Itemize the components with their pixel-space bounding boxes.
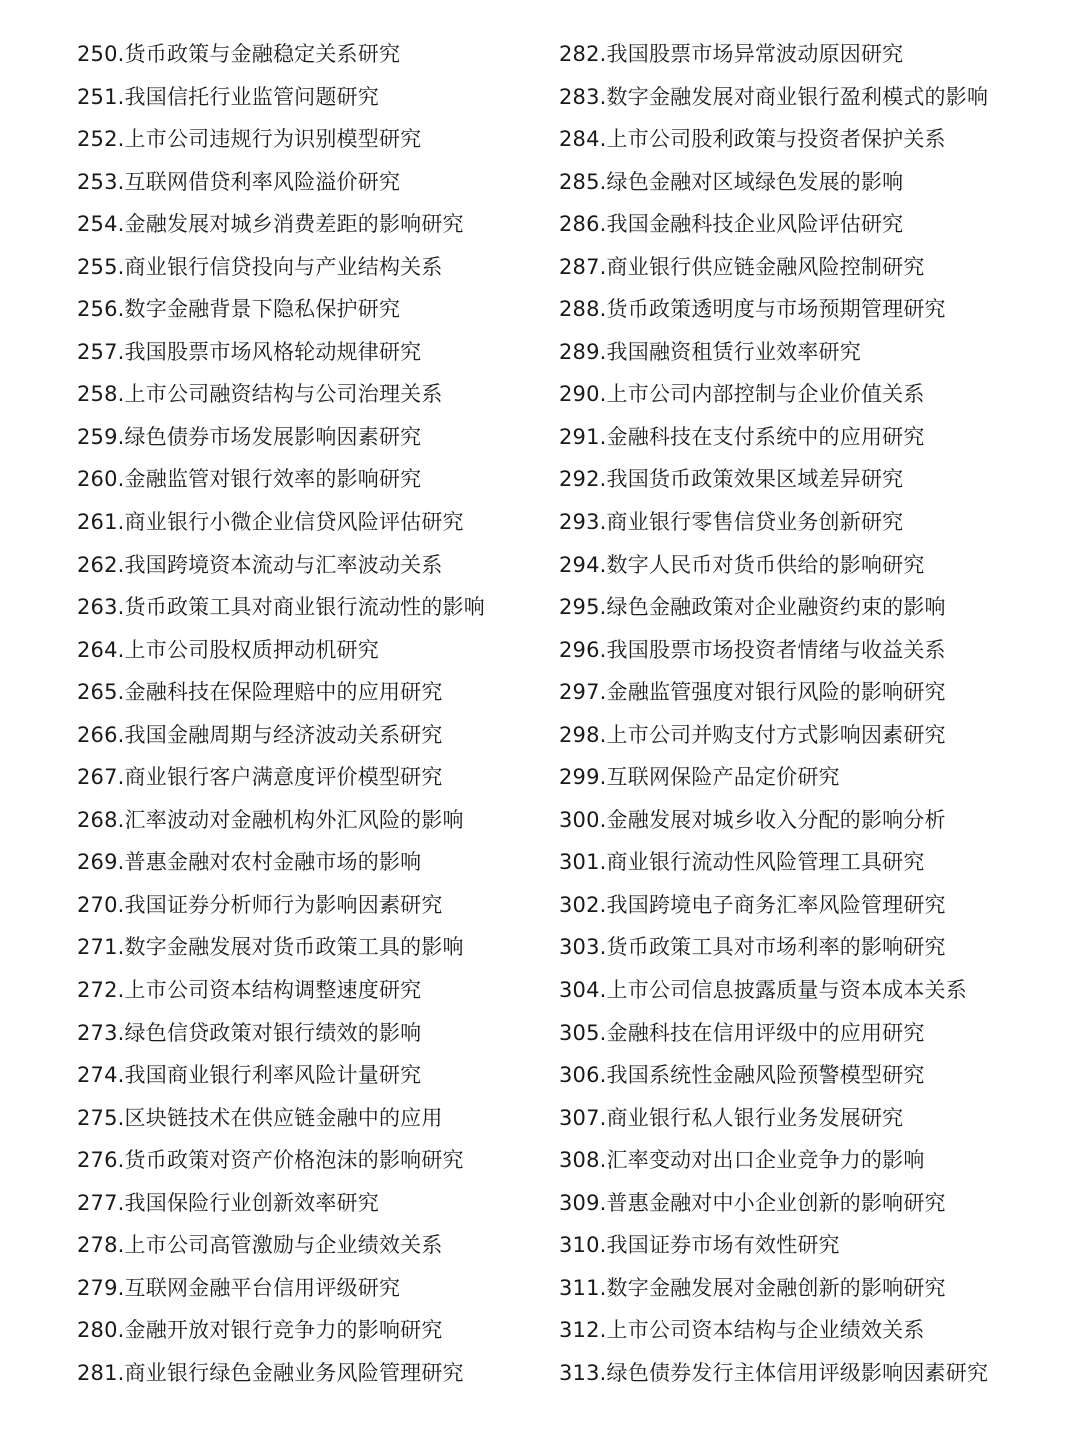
topic-item: 286.我国金融科技企业风险评估研究 — [559, 212, 904, 237]
topic-item: 289.我国融资租赁行业效率研究 — [559, 339, 861, 364]
topic-item: 261.商业银行小微企业信贷风险评估研究 — [77, 510, 464, 535]
topic-item: 272.上市公司资本结构调整速度研究 — [77, 978, 422, 1003]
topic-item: 263.货币政策工具对商业银行流动性的影响 — [77, 595, 485, 620]
topic-item: 294.数字人民币对货币供给的影响研究 — [559, 552, 925, 577]
topic-item: 301.商业银行流动性风险管理工具研究 — [559, 850, 925, 875]
topic-item: 252.上市公司违规行为识别模型研究 — [77, 127, 422, 152]
topic-item: 260.金融监管对银行效率的影响研究 — [77, 467, 422, 492]
topic-item: 251.我国信托行业监管问题研究 — [77, 84, 379, 109]
topic-item: 295.绿色金融政策对企业融资约束的影响 — [559, 595, 946, 620]
topic-item: 275.区块链技术在供应链金融中的应用 — [77, 1105, 443, 1130]
topic-item: 262.我国跨境资本流动与汇率波动关系 — [77, 552, 443, 577]
topic-item: 253.互联网借贷利率风险溢价研究 — [77, 169, 401, 194]
topic-item: 300.金融发展对城乡收入分配的影响分析 — [559, 807, 946, 832]
topic-item: 306.我国系统性金融风险预警模型研究 — [559, 1063, 925, 1088]
topic-item: 305.金融科技在信用评级中的应用研究 — [559, 1020, 925, 1045]
topic-item: 274.我国商业银行利率风险计量研究 — [77, 1063, 422, 1088]
topic-item: 287.商业银行供应链金融风险控制研究 — [559, 254, 925, 279]
left-topic-column — [77, 33, 547, 1395]
topic-item: 313.绿色债券发行主体信用评级影响因素研究 — [559, 1360, 989, 1385]
topic-item: 284.上市公司股利政策与投资者保护关系 — [559, 127, 946, 152]
topic-item: 296.我国股票市场投资者情绪与收益关系 — [559, 637, 946, 662]
topic-item: 308.汇率变动对出口企业竞争力的影响 — [559, 1148, 925, 1173]
topic-item: 304.上市公司信息披露质量与资本成本关系 — [559, 978, 967, 1003]
topic-item: 271.数字金融发展对货币政策工具的影响 — [77, 935, 464, 960]
topic-item: 277.我国保险行业创新效率研究 — [77, 1190, 379, 1215]
topic-item: 307.商业银行私人银行业务发展研究 — [559, 1105, 904, 1130]
right-topic-column — [559, 33, 1059, 1395]
topic-item: 310.我国证券市场有效性研究 — [559, 1233, 840, 1258]
topic-item: 265.金融科技在保险理赔中的应用研究 — [77, 680, 443, 705]
topic-item: 283.数字金融发展对商业银行盈利模式的影响 — [559, 84, 989, 109]
topic-item: 256.数字金融背景下隐私保护研究 — [77, 297, 401, 322]
topic-item: 255.商业银行信贷投向与产业结构关系 — [77, 254, 443, 279]
topic-item: 273.绿色信贷政策对银行绩效的影响 — [77, 1020, 422, 1045]
topic-item: 254.金融发展对城乡消费差距的影响研究 — [77, 212, 464, 237]
topic-item: 276.货币政策对资产价格泡沫的影响研究 — [77, 1148, 464, 1173]
topic-item: 270.我国证券分析师行为影响因素研究 — [77, 892, 443, 917]
topic-item: 292.我国货币政策效果区域差异研究 — [559, 467, 904, 492]
topic-item: 302.我国跨境电子商务汇率风险管理研究 — [559, 892, 946, 917]
topic-item: 269.普惠金融对农村金融市场的影响 — [77, 850, 422, 875]
topic-item: 281.商业银行绿色金融业务风险管理研究 — [77, 1360, 464, 1385]
topic-item: 288.货币政策透明度与市场预期管理研究 — [559, 297, 946, 322]
topic-item: 280.金融开放对银行竞争力的影响研究 — [77, 1318, 443, 1343]
topic-item: 267.商业银行客户满意度评价模型研究 — [77, 765, 443, 790]
topic-item: 312.上市公司资本结构与企业绩效关系 — [559, 1318, 925, 1343]
topic-item: 257.我国股票市场风格轮动规律研究 — [77, 339, 422, 364]
topic-item: 250.货币政策与金融稳定关系研究 — [77, 42, 401, 66]
topic-item: 298.上市公司并购支付方式影响因素研究 — [559, 722, 946, 747]
topic-item: 291.金融科技在支付系统中的应用研究 — [559, 424, 925, 449]
topic-item: 258.上市公司融资结构与公司治理关系 — [77, 382, 443, 407]
topic-item: 309.普惠金融对中小企业创新的影响研究 — [559, 1190, 946, 1215]
topic-item: 266.我国金融周期与经济波动关系研究 — [77, 722, 443, 747]
topic-item: 293.商业银行零售信贷业务创新研究 — [559, 510, 904, 535]
topic-item: 279.互联网金融平台信用评级研究 — [77, 1275, 401, 1300]
topic-item: 264.上市公司股权质押动机研究 — [77, 637, 379, 662]
topic-item: 259.绿色债券市场发展影响因素研究 — [77, 424, 422, 449]
topic-item: 290.上市公司内部控制与企业价值关系 — [559, 382, 925, 407]
topic-item: 299.互联网保险产品定价研究 — [559, 765, 840, 790]
topic-item: 297.金融监管强度对银行风险的影响研究 — [559, 680, 946, 705]
topic-item: 278.上市公司高管激励与企业绩效关系 — [77, 1233, 443, 1258]
topic-item: 268.汇率波动对金融机构外汇风险的影响 — [77, 807, 464, 832]
topic-item: 311.数字金融发展对金融创新的影响研究 — [559, 1275, 946, 1300]
topic-item: 282.我国股票市场异常波动原因研究 — [559, 42, 904, 66]
topic-item: 285.绿色金融对区域绿色发展的影响 — [559, 169, 904, 194]
topic-item: 303.货币政策工具对市场利率的影响研究 — [559, 935, 946, 960]
